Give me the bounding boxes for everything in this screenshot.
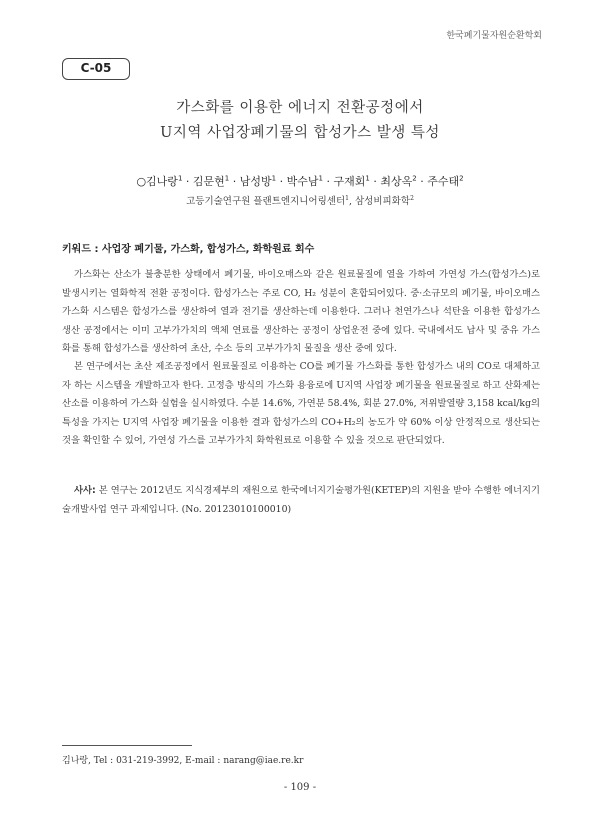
affiliations: 고등기술연구원 플랜트엔지니어링센터$^1$, 삼성비피화학$^2$ <box>186 194 414 207</box>
journal-header: 한국폐기물자원순환학회 <box>446 31 542 41</box>
author: 구재회$^1$ · <box>333 174 381 188</box>
author: 박수남$^1$ · <box>286 174 334 188</box>
corresponding-author-footnote: 김나랑, Tel : 031-219-3992, E-mail : narang@iae.re.kr <box>62 756 304 766</box>
affiliation-2: 삼성비피화학 <box>355 196 411 207</box>
acknowledgement-text: 본 연구는 2012년도 지식경제부의 재원으로 한국에너지기술평가원(KETEP)의 지원을 받아 수행한 에너지기술개발사업 연구 과제입니다. (No. 20123010100010) <box>62 485 540 515</box>
acknowledgement <box>62 482 540 519</box>
author: 남성방$^1$ · <box>239 174 287 188</box>
keywords <box>62 240 540 255</box>
footnote-divider <box>62 745 192 746</box>
keywords-label: 키워드 : <box>62 244 102 255</box>
acknowledgement-label: 사사: <box>74 485 96 496</box>
presenter-mark: ○ <box>136 175 147 188</box>
page-number: - 109 - <box>283 782 317 793</box>
author: 최상옥$^2$ · <box>380 174 428 188</box>
affiliation-1: 고등기술연구원 플랜트엔지니어링센터 <box>186 196 346 207</box>
author-list <box>60 173 540 189</box>
title-line-2: U지역 사업장폐기물의 합성가스 발생 특성 <box>160 125 440 141</box>
paper-code-badge: C-05 <box>62 58 130 80</box>
author: 김문현$^1$ · <box>192 174 240 188</box>
abstract-paragraph-1: 가스화는 산소가 불충분한 상태에서 폐기물, 바이오매스와 같은 원료물질에 열을 가하여 가연성 가스(합성가스)로 발생시키는 열화학적 전환 공정이다. 합성가스는 주로 CO, H₂ 성분이 혼합되어있다. 중·소규모의 폐기물, 바이오매스 가스화 시스템은 합성가스를 생산하여 열과 전기를 생산하는데 이용한다. 그러나 천연가스나 석탄을 이용한 합성가스 생산 공정에서는 이미 고부가가치의 액체 연료를 생산하는 공정이 상업운전 중에 있다. 국내에서도 납사 및 중유 가스화를 통해 합성가스를 생산하여 초산, 수소 등의 고부가가치 물질을 생산 중에 있다. <box>62 269 540 355</box>
keywords-text: 사업장 폐기물, 가스화, 합성가스, 화학원료 회수 <box>101 244 315 255</box>
author: 주수태$^2$ <box>427 174 464 188</box>
abstract-paragraph-2: 본 연구에서는 초산 제조공정에서 원료물질로 이용하는 CO를 폐기물 가스화를 통한 합성가스 내의 CO로 대체하고자 하는 시스템을 개발하고자 한다. 고정층 방식의 가스화 용융로에 U지역 사업장 폐기물을 원료물질로 하고 산화제는 산소를 이용하여 가스화 실험을 실시하였다. 수분 14.6%, 가연분 58.4%, 회분 27.0%, 저위발열량 3,158 kcal/kg의 특성을 가지는 U지역 사업장 폐기물을 이용한 결과 합성가스의 CO+H₂의 농도가 약 60% 이상 안정적으로 생산되는 것을 확인할 수 있어, 가연성 가스를 고부가가치 화학원료로 이용할 수 있을 것으로 판단되었다. <box>62 361 540 447</box>
author: 김나랑$^1$ · <box>146 174 193 188</box>
paper-title <box>60 96 540 146</box>
title-line-1: 가스화를 이용한 에너지 전환공정에서 <box>176 100 424 116</box>
